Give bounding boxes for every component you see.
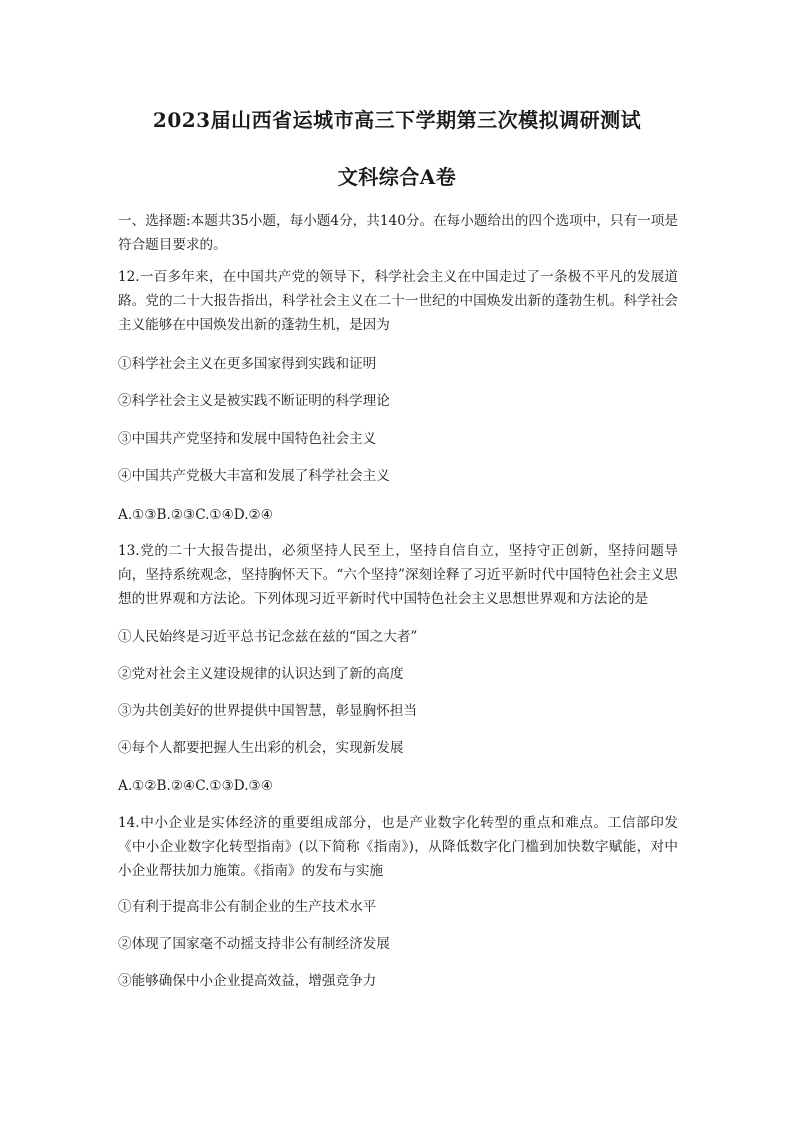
question-12-answers: A.①③B.②③C.①④D.②④: [118, 507, 273, 523]
exam-subtitle: 文科综合A卷: [337, 165, 457, 189]
question-12-option-3: ③中国共产党坚持和发展中国特色社会主义: [118, 431, 377, 447]
question-12-option-4: ④中国共产党极大丰富和发展了科学社会主义: [118, 468, 390, 484]
question-13-answers: A.①②B.②④C.①③D.③④: [118, 778, 273, 794]
question-14-option-1: ①有利于提高非公有制企业的生产技术水平: [118, 899, 377, 915]
question-14-option-3: ③能够确保中小企业提高效益，增强竞争力: [118, 973, 377, 989]
question-12-option-2: ②科学社会主义是被实践不断证明的科学理论: [118, 393, 390, 409]
question-12-stem: 12.一百多年来，在中国共产党的领导下，科学社会主义在中国走过了一条极不平凡的发展道路。党的二十大报告指出，科学社会主义在二十一世纪的中国焕发出新的蓬勃生机。科学社会主义能够在中国焕发出新的蓬勃生机，是因为: [118, 269, 678, 333]
question-14-option-2: ②体现了国家毫不动摇支持非公有制经济发展: [118, 936, 390, 952]
exam-title: 2023届山西省运城市高三下学期第三次模拟调研测试: [152, 108, 642, 132]
question-14-stem: 14.中小企业是实体经济的重要组成部分，也是产业数字化转型的重点和难点。工信部印发《中小企业数字化转型指南》(以下简称《指南》)，从降低数字化门槛到加快数字赋能，对中小企业帮扶加力施策。《指南》的发布与实施: [118, 815, 678, 879]
question-13-stem: 13.党的二十大报告提出，必须坚持人民至上，坚持自信自立，坚持守正创新，坚持问题导向，坚持系统观念，坚持胸怀天下。“六个坚持”深刻诠释了习近平新时代中国特色社会主义思想的世界观和方法论。下列体现习近平新时代中国特色社会主义思想世界观和方法论的是: [118, 543, 678, 607]
question-13-option-4: ④每个人都要把握人生出彩的机会，实现新发展: [118, 740, 404, 756]
question-13-option-1: ①人民始终是习近平总书记念兹在兹的“国之大者”: [118, 629, 418, 645]
question-13-option-2: ②党对社会主义建设规律的认识达到了新的高度: [118, 666, 404, 682]
question-12-option-1: ①科学社会主义在更多国家得到实践和证明: [118, 356, 377, 372]
question-13-option-3: ③为共创美好的世界提供中国智慧，彰显胸怀担当: [118, 703, 418, 719]
section-intro: 一、选择题:本题共35小题，每小题4分，共140分。在每小题给出的四个选项中，只有一项是符合题目要求的。: [118, 213, 678, 253]
